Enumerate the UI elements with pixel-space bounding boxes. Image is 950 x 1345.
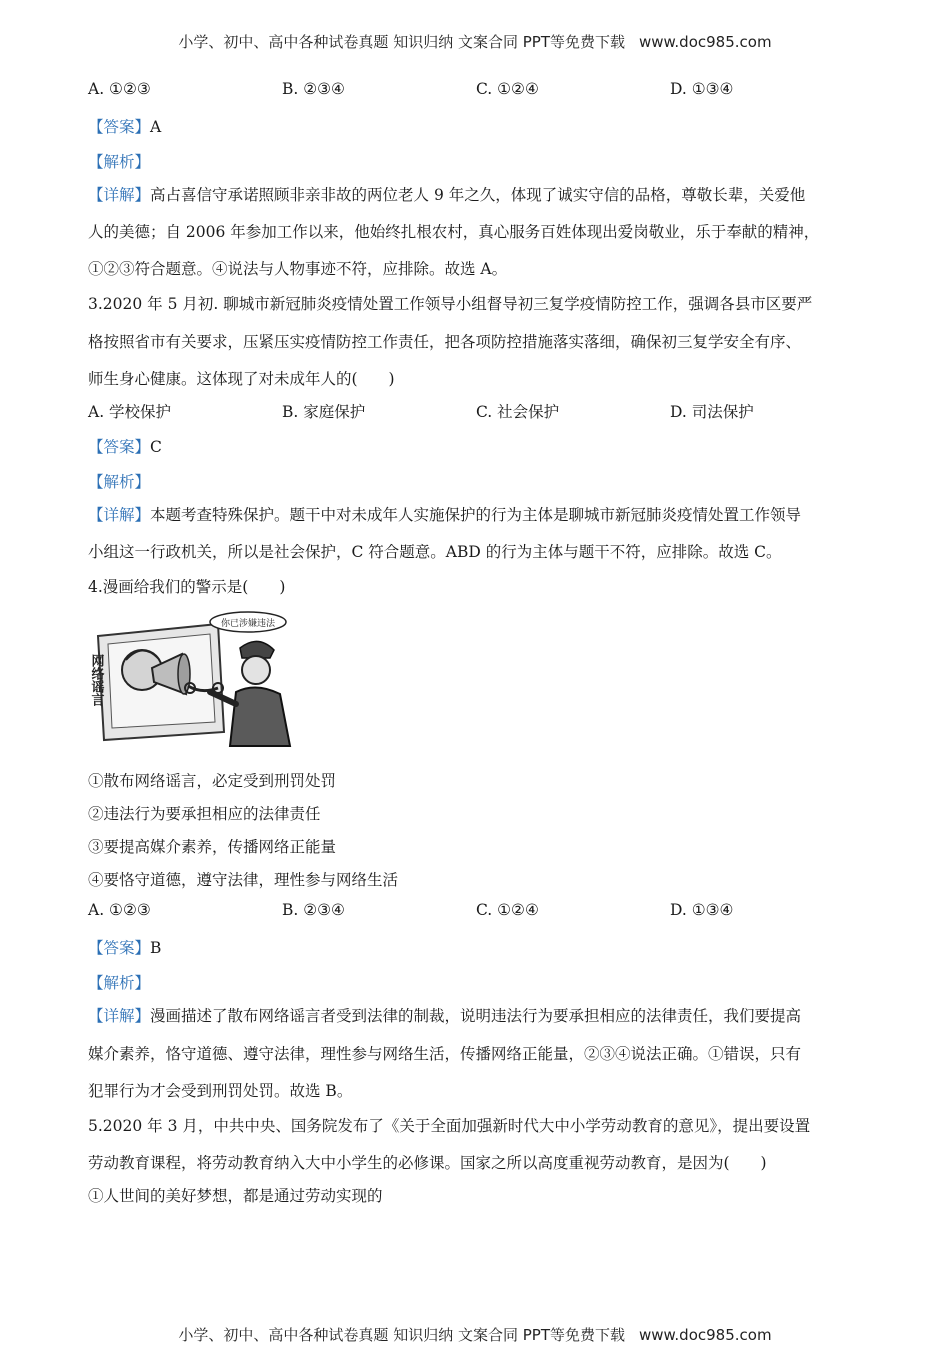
header-text: 小学、初中、高中各种试卷真题 知识归纳 文案合同 PPT等免费下载 (178, 33, 625, 51)
detail-text: 漫画描述了散布网络谣言者受到法律的制裁，说明违法行为要承担相应的法律责任，我们要提高 (150, 1007, 802, 1025)
detail-tag: 【详解】 (88, 506, 151, 524)
q4-option-a: A. ①②③ (88, 901, 151, 919)
answer-tag: 【答案】 (88, 118, 151, 136)
q4-statement-2: ②违法行为要承担相应的法律责任 (88, 805, 321, 823)
q3-detail-line-1 (88, 503, 801, 525)
comic-illustration (90, 608, 300, 748)
answer-tag: 【答案】 (88, 939, 151, 957)
q4-option-c: C. ①②④ (476, 901, 539, 919)
answer-tag: 【答案】 (88, 438, 151, 456)
q3-stem-line-1: 3.2020 年 5 月初. 聊城市新冠肺炎疫情处置工作领导小组督导初三复学疫情防控工作，强调各县市区要严 (88, 295, 813, 313)
q2-option-b: B. ②③④ (282, 80, 345, 98)
q3-stem-line-2: 格按照省市有关要求，压紧压实疫情防控工作责任，把各项防控措施落实落细，确保初三复学安全有序、 (88, 333, 802, 351)
officer-head (242, 656, 270, 684)
q5-stem-line-2: 劳动教育课程，将劳动教育纳入大中小学生的必修课。国家之所以高度重视劳动教育，是因为( ) (88, 1154, 767, 1172)
q4-statement-3: ③要提高媒介素养，传播网络正能量 (88, 838, 337, 856)
q4-analysis-tag: 【解析】 (88, 974, 151, 992)
detail-tag: 【详解】 (88, 1007, 151, 1025)
footer-text: 小学、初中、高中各种试卷真题 知识归纳 文案合同 PPT等免费下载 (178, 1326, 625, 1344)
q2-detail-line-3: ①②③符合题意。④说法与人物事迹不符，应排除。故选 A。 (88, 260, 508, 278)
officer-body (230, 687, 290, 746)
q4-detail-line-2: 媒介素养，恪守道德、遵守法律，理性参与网络生活，传播网络正能量，②③④说法正确。①错误，只有 (88, 1045, 802, 1063)
answer-value: A (150, 118, 162, 136)
q5-statement-1: ①人世间的美好梦想，都是通过劳动实现的 (88, 1187, 383, 1205)
q4-stem: 4.漫画给我们的警示是( ) (88, 578, 286, 596)
q2-detail-line-1 (88, 183, 805, 205)
q3-option-a: A. 学校保护 (88, 403, 172, 421)
q3-option-c: C. 社会保护 (476, 403, 560, 421)
page-footer (0, 1324, 950, 1345)
q2-detail-line-2: 人的美德；自 2006 年参加工作以来，他始终扎根农村，真心服务百姓体现出爱岗敬业，乐于奉献的精神， (88, 223, 820, 241)
q5-stem-line-1: 5.2020 年 3 月，中共中央、国务院发布了《关于全面加强新时代大中小学劳动教育的意见》，提出要设置 (88, 1117, 811, 1135)
q4-comic-image (90, 608, 300, 748)
detail-tag: 【详解】 (88, 186, 151, 204)
q4-option-d: D. ①③④ (670, 901, 734, 919)
q2-answer (88, 115, 161, 137)
q3-detail-line-2: 小组这一行政机关，所以是社会保护，C 符合题意。ABD 的行为主体与题干不符，应排除。故选 C。 (88, 543, 782, 561)
q2-option-c: C. ①②④ (476, 80, 539, 98)
detail-text: 本题考查特殊保护。题干中对未成年人实施保护的行为主体是聊城市新冠肺炎疫情处置工作领导 (150, 506, 802, 524)
q3-answer (88, 435, 162, 457)
q2-option-a: A. ①②③ (88, 80, 151, 98)
q3-stem-line-3: 师生身心健康。这体现了对未成年人的( ) (88, 370, 395, 388)
q2-option-d: D. ①③④ (670, 80, 734, 98)
q3-option-b: B. 家庭保护 (282, 403, 366, 421)
answer-value: C (150, 438, 162, 456)
page-header (0, 31, 950, 52)
q3-analysis-tag: 【解析】 (88, 473, 151, 491)
q4-option-b: B. ②③④ (282, 901, 345, 919)
q4-statement-4: ④要恪守道德，遵守法律，理性参与网络生活 (88, 871, 399, 889)
detail-text: 高占喜信守承诺照顾非亲非故的两位老人 9 年之久，体现了诚实守信的品格，尊敬长辈，关爱他 (150, 186, 806, 204)
speech-bubble-text: 你已涉嫌违法 (220, 619, 276, 629)
answer-value: B (150, 939, 162, 957)
q4-detail-line-3: 犯罪行为才会受到刑罚处罚。故选 B。 (88, 1082, 353, 1100)
q3-option-d: D. 司法保护 (670, 403, 754, 421)
q4-statement-1: ①散布网络谣言，必定受到刑罚处罚 (88, 772, 337, 790)
q4-answer (88, 936, 161, 958)
comic-side-text: 网络谣言 (90, 654, 104, 706)
q2-analysis-tag: 【解析】 (88, 153, 151, 171)
header-url[interactable]: www.doc985.com (638, 33, 772, 51)
q4-detail-line-1 (88, 1004, 801, 1026)
footer-url[interactable]: www.doc985.com (638, 1326, 772, 1344)
